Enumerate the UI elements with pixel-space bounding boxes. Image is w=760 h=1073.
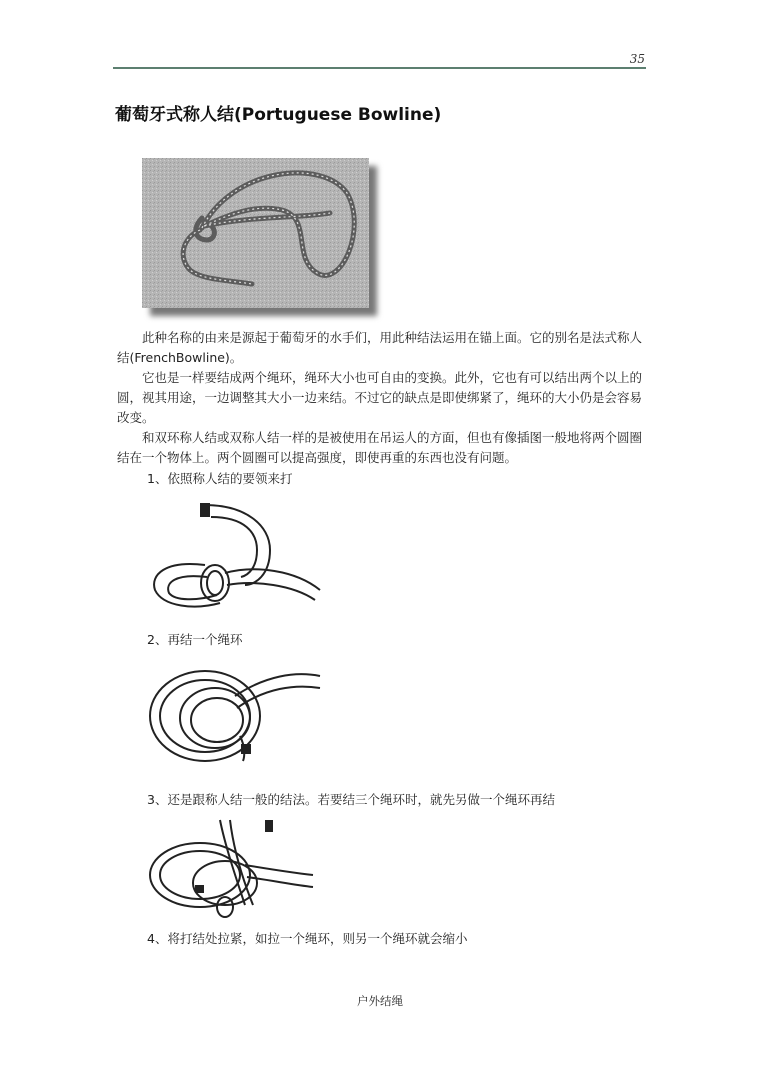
step-2-caption: 2、再结一个绳环 [147,632,243,647]
page-title: 葡萄牙式称人结(Portuguese Bowline) [115,105,442,125]
step-4-caption: 4、将打结处拉紧，如拉一个绳环，则另一个绳环就会缩小 [147,931,468,946]
knot-photo [142,158,369,308]
page-number: 35 [629,52,645,66]
step-2-illustration [145,656,325,776]
paragraph: 此种名称的由来是源起于葡萄牙的水手们，用此种结法运用在锚上面。它的别名是法式称人结(FrenchBowline)。 [117,330,643,365]
body-text [117,328,647,468]
paragraph: 它也是一样要结成两个绳环，绳环大小也可自由的变换。此外，它也有可以结出两个以上的圆，视其用途，一边调整其大小一边来结。不过它的缺点是即使绑紧了，绳环的大小仍是会容易改变。 [117,370,643,425]
paragraph: 和双环称人结或双称人结一样的是被使用在吊运人的方面，但也有像插图一般地将两个圆圈结在一个物体上。两个圆圈可以提高强度，即使再重的东西也没有问题。 [117,430,643,465]
page-footer: 户外结绳 [357,994,403,1008]
step-3-caption: 3、还是跟称人结一般的结法。若要结三个绳环时，就先另做一个绳环再结 [147,792,555,807]
step-1-caption: 1、依照称人结的要领来打 [147,471,293,486]
step-1-illustration [145,495,325,625]
step-3-illustration [145,815,315,925]
header-rule [113,67,646,69]
